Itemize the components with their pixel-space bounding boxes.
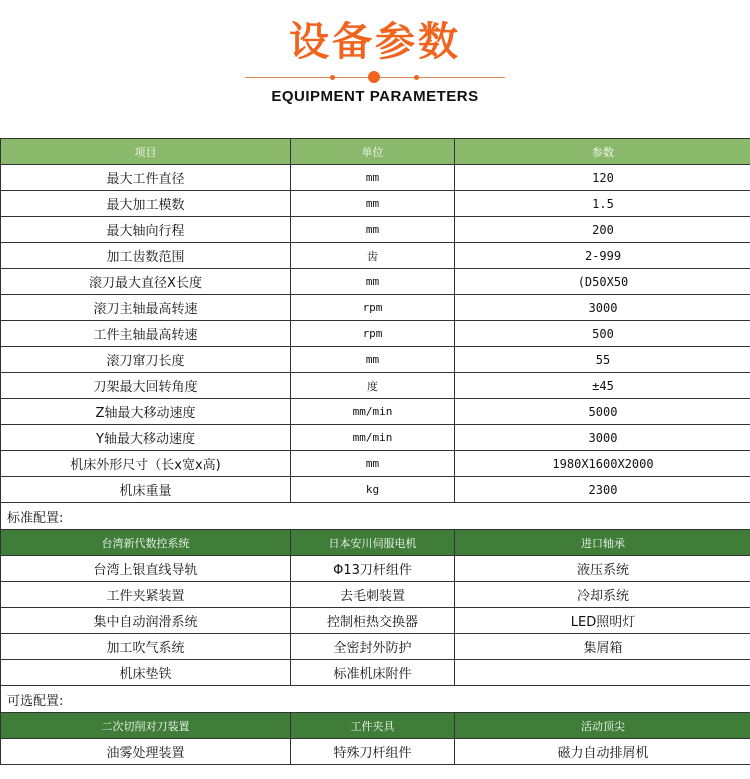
param-unit: mm — [291, 191, 455, 217]
optional-config-header-cell: 二次切削对刀装置 — [1, 713, 291, 739]
optional-config-header-cell: 活动顶尖 — [455, 713, 750, 739]
param-value: 2-999 — [455, 243, 750, 269]
param-unit: rpm — [291, 295, 455, 321]
standard-config-row-cell: 标准机床附件 — [291, 660, 455, 686]
standard-config-label: 标准配置: — [1, 503, 750, 530]
param-value: 55 — [455, 347, 750, 373]
optional-config-row-cell: 油雾处理装置 — [1, 739, 291, 765]
param-unit: mm/min — [291, 425, 455, 451]
param-value: 3000 — [455, 295, 750, 321]
param-value: 120 — [455, 165, 750, 191]
params-header-row — [1, 139, 750, 165]
params-row — [1, 347, 750, 373]
divider-dot-right — [414, 75, 419, 80]
param-item: 最大轴向行程 — [1, 217, 291, 243]
standard-config-row — [1, 634, 750, 660]
standard-config-header-cell: 日本安川伺服电机 — [291, 530, 455, 556]
standard-config-row-cell: 全密封外防护 — [291, 634, 455, 660]
params-row — [1, 217, 750, 243]
param-item: Z轴最大移动速度 — [1, 399, 291, 425]
optional-config-row — [1, 739, 750, 765]
optional-config-row-cell: 特殊刀杆组件 — [291, 739, 455, 765]
standard-config-row — [1, 582, 750, 608]
params-row — [1, 243, 750, 269]
param-unit: kg — [291, 477, 455, 503]
param-value: (D50X50 — [455, 269, 750, 295]
params-row — [1, 165, 750, 191]
standard-config-row-cell: 集屑箱 — [455, 634, 750, 660]
param-item: 机床外形尺寸（长x宽x高) — [1, 451, 291, 477]
standard-config-row — [1, 556, 750, 582]
params-row — [1, 425, 750, 451]
optional-config-label: 可选配置: — [1, 686, 750, 713]
param-unit: mm — [291, 165, 455, 191]
params-row — [1, 269, 750, 295]
spec-table-body — [1, 139, 750, 765]
param-item: 滚刀主轴最高转速 — [1, 295, 291, 321]
standard-config-header-cell: 台湾新代数控系统 — [1, 530, 291, 556]
spec-tables — [0, 138, 750, 765]
params-header-value: 参数 — [455, 139, 750, 165]
params-row — [1, 373, 750, 399]
params-row — [1, 477, 750, 503]
optional-config-label-row — [1, 686, 750, 713]
param-item: 滚刀窜刀长度 — [1, 347, 291, 373]
standard-config-label-row — [1, 503, 750, 530]
param-value: 1980X1600X2000 — [455, 451, 750, 477]
param-item: 工件主轴最高转速 — [1, 321, 291, 347]
params-row — [1, 451, 750, 477]
param-unit: mm — [291, 347, 455, 373]
params-header-unit: 单位 — [291, 139, 455, 165]
param-value: 200 — [455, 217, 750, 243]
param-item: 滚刀最大直径X长度 — [1, 269, 291, 295]
param-item: 加工齿数范围 — [1, 243, 291, 269]
standard-config-row-cell: 机床垫铁 — [1, 660, 291, 686]
params-row — [1, 321, 750, 347]
param-unit: 度 — [291, 373, 455, 399]
param-item: 最大加工模数 — [1, 191, 291, 217]
param-value: ±45 — [455, 373, 750, 399]
standard-config-header — [1, 530, 750, 556]
standard-config-row-cell: LED照明灯 — [455, 608, 750, 634]
param-unit: mm/min — [291, 399, 455, 425]
standard-config-row-cell — [455, 660, 750, 686]
param-item: 机床重量 — [1, 477, 291, 503]
standard-config-row-cell: Φ13刀杆组件 — [291, 556, 455, 582]
standard-config-row-cell: 去毛刺装置 — [291, 582, 455, 608]
page-title: 设备参数 — [289, 19, 461, 65]
standard-config-row-cell: 冷却系统 — [455, 582, 750, 608]
optional-config-header-cell: 工件夹具 — [291, 713, 455, 739]
standard-config-row-cell: 液压系统 — [455, 556, 750, 582]
param-value: 5000 — [455, 399, 750, 425]
params-header-item: 项目 — [1, 139, 291, 165]
spec-table — [0, 138, 750, 765]
params-row — [1, 399, 750, 425]
param-item: Y轴最大移动速度 — [1, 425, 291, 451]
standard-config-row-cell: 集中自动润滑系统 — [1, 608, 291, 634]
param-item: 最大工件直径 — [1, 165, 291, 191]
param-value: 2300 — [455, 477, 750, 503]
param-item: 刀架最大回转角度 — [1, 373, 291, 399]
param-unit: rpm — [291, 321, 455, 347]
standard-config-header-cell: 进口轴承 — [455, 530, 750, 556]
standard-config-row — [1, 608, 750, 634]
param-value: 1.5 — [455, 191, 750, 217]
param-unit: mm — [291, 269, 455, 295]
divider-dot-left — [330, 75, 335, 80]
params-row — [1, 295, 750, 321]
param-unit: mm — [291, 451, 455, 477]
standard-config-row-cell: 加工吹气系统 — [1, 634, 291, 660]
standard-config-row-cell: 控制柜热交换器 — [291, 608, 455, 634]
standard-config-row — [1, 660, 750, 686]
params-row — [1, 191, 750, 217]
param-value: 500 — [455, 321, 750, 347]
param-unit: 齿 — [291, 243, 455, 269]
optional-config-header — [1, 713, 750, 739]
standard-config-row-cell: 台湾上银直线导轨 — [1, 556, 291, 582]
param-unit: mm — [291, 217, 455, 243]
page-header — [0, 0, 750, 138]
standard-config-row-cell: 工件夹紧装置 — [1, 582, 291, 608]
page-subtitle: EQUIPMENT PARAMETERS — [271, 88, 479, 105]
param-value: 3000 — [455, 425, 750, 451]
divider-dot — [368, 71, 380, 83]
optional-config-row-cell: 磁力自动排屑机 — [455, 739, 750, 765]
